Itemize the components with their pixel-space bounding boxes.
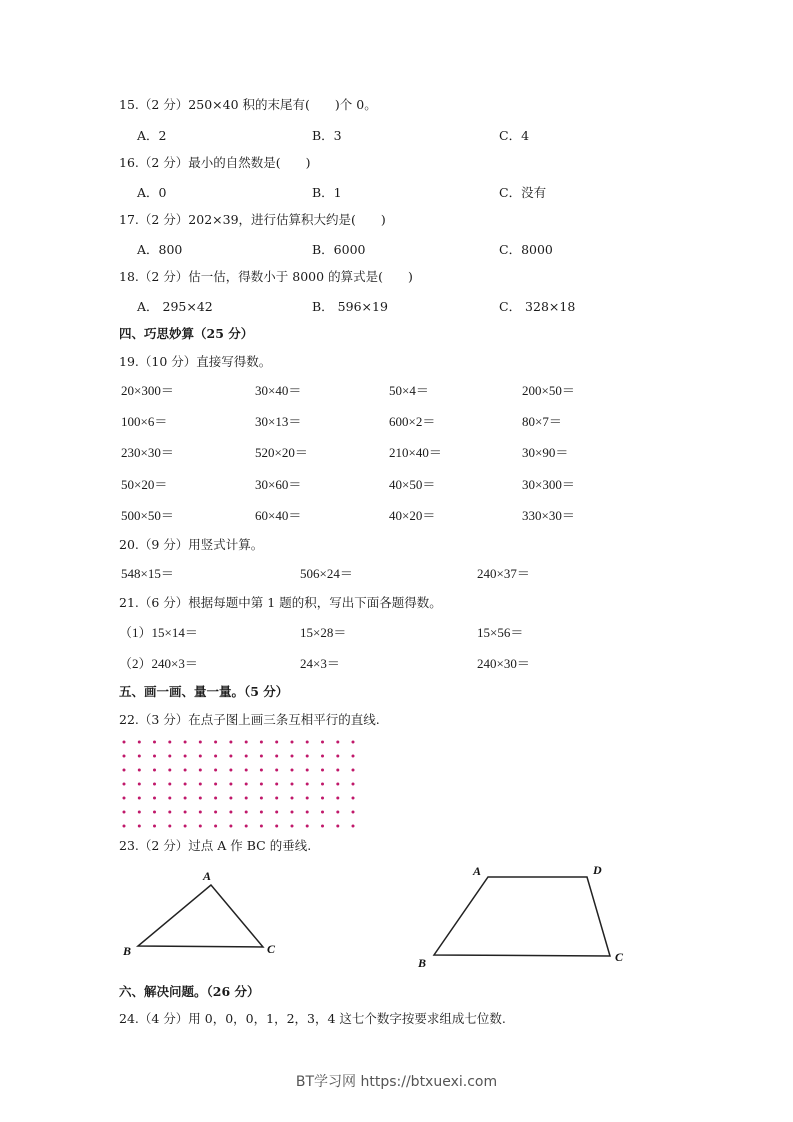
grid-dot xyxy=(168,741,171,744)
trapezoid-label-c: C xyxy=(615,950,624,964)
footer-watermark: BT学习网 https://btxuexi.com xyxy=(295,1074,498,1090)
grid-dot xyxy=(229,825,232,828)
question-15-option-b: B．3 xyxy=(312,128,342,143)
q19-expr: 30×90＝ xyxy=(522,445,569,460)
grid-dot xyxy=(229,797,232,800)
grid-dot xyxy=(184,811,187,814)
trapezoid-label-b: B xyxy=(418,956,427,970)
grid-dot xyxy=(153,741,156,744)
grid-dot xyxy=(321,811,324,814)
grid-dot xyxy=(260,741,263,744)
grid-dot xyxy=(352,825,355,828)
grid-dot xyxy=(352,783,355,786)
grid-dot xyxy=(123,769,126,772)
grid-dot xyxy=(214,755,217,758)
grid-dot xyxy=(306,797,309,800)
grid-dot xyxy=(260,783,263,786)
grid-dot xyxy=(306,769,309,772)
question-22-stem: 22.（3 分）在点子图上画三条互相平行的直线. xyxy=(119,712,380,727)
grid-dot xyxy=(336,825,339,828)
grid-dot xyxy=(138,783,141,786)
grid-dot xyxy=(214,825,217,828)
grid-dot xyxy=(199,755,202,758)
grid-dot xyxy=(199,797,202,800)
q19-expr: 600×2＝ xyxy=(389,414,436,429)
grid-dot xyxy=(336,797,339,800)
question-20-stem: 20.（9 分）用竖式计算。 xyxy=(119,537,264,552)
grid-dot xyxy=(291,825,294,828)
q19-expr: 100×6＝ xyxy=(121,414,168,429)
grid-dot xyxy=(153,769,156,772)
grid-dot xyxy=(214,783,217,786)
grid-dot xyxy=(229,755,232,758)
grid-dot xyxy=(229,769,232,772)
grid-dot xyxy=(291,811,294,814)
question-15-stem: 15.（2 分）250×40 积的末尾有( )个 0。 xyxy=(119,97,377,112)
grid-dot xyxy=(291,769,294,772)
section-4-title: 四、巧思妙算（25 分） xyxy=(119,326,254,341)
grid-dot xyxy=(306,741,309,744)
section-6-title: 六、解决问题。（26 分） xyxy=(119,984,260,999)
grid-dot xyxy=(184,797,187,800)
grid-dot xyxy=(245,825,248,828)
grid-dot xyxy=(275,797,278,800)
grid-dot xyxy=(291,797,294,800)
grid-dot xyxy=(352,797,355,800)
q21-expr: （2）240×3＝ xyxy=(119,656,198,671)
q19-expr: 30×40＝ xyxy=(255,383,302,398)
grid-dot xyxy=(138,741,141,744)
grid-dot xyxy=(123,741,126,744)
grid-dot xyxy=(306,755,309,758)
grid-dot xyxy=(199,783,202,786)
q19-expr: 230×30＝ xyxy=(121,445,174,460)
grid-dot xyxy=(138,825,141,828)
question-16-option-c: C．没有 xyxy=(499,185,547,200)
grid-dot xyxy=(260,797,263,800)
triangle-figure xyxy=(122,869,276,958)
grid-dot xyxy=(291,755,294,758)
grid-dot xyxy=(260,755,263,758)
q19-expr: 50×20＝ xyxy=(121,477,168,492)
question-15-option-c: C．4 xyxy=(499,128,530,143)
grid-dot xyxy=(336,741,339,744)
grid-dot xyxy=(260,825,263,828)
grid-dot xyxy=(306,811,309,814)
q21-expr: （1）15×14＝ xyxy=(119,625,198,640)
grid-dot xyxy=(168,755,171,758)
grid-dot xyxy=(245,783,248,786)
q21-expr: 15×28＝ xyxy=(300,625,347,640)
grid-dot xyxy=(184,783,187,786)
grid-dot xyxy=(229,741,232,744)
trapezoid-label-a: A xyxy=(473,864,482,878)
question-16-option-b: B．1 xyxy=(312,185,342,200)
grid-dot xyxy=(123,811,126,814)
q19-expr: 30×60＝ xyxy=(255,477,302,492)
grid-dot xyxy=(199,811,202,814)
q19-expr: 30×300＝ xyxy=(522,477,575,492)
grid-dot xyxy=(214,769,217,772)
grid-dot xyxy=(138,797,141,800)
grid-dot xyxy=(352,769,355,772)
grid-dot xyxy=(352,741,355,744)
q19-expr: 20×300＝ xyxy=(121,383,174,398)
question-17-option-b: B．6000 xyxy=(312,242,366,257)
q20-expr: 506×24＝ xyxy=(300,566,353,581)
question-17-stem: 17.（2 分）202×39，进行估算积大约是( ) xyxy=(119,212,386,227)
grid-dot xyxy=(184,741,187,744)
grid-dot xyxy=(275,811,278,814)
grid-dot xyxy=(352,755,355,758)
question-15-option-a: A．2 xyxy=(137,128,167,143)
question-18-stem: 18.（2 分）估一估，得数小于 8000 的算式是( ) xyxy=(119,269,413,284)
grid-dot xyxy=(245,755,248,758)
grid-dot xyxy=(168,783,171,786)
grid-dot xyxy=(291,741,294,744)
grid-dot xyxy=(336,769,339,772)
q19-expr: 30×13＝ xyxy=(255,414,302,429)
grid-dot xyxy=(123,783,126,786)
grid-dot xyxy=(138,755,141,758)
q19-expr: 200×50＝ xyxy=(522,383,575,398)
grid-dot xyxy=(184,755,187,758)
q19-expr: 40×50＝ xyxy=(389,477,436,492)
grid-dot xyxy=(153,825,156,828)
q19-expr: 500×50＝ xyxy=(121,508,174,523)
grid-dot xyxy=(229,811,232,814)
grid-dot xyxy=(275,755,278,758)
triangle-label-c: C xyxy=(267,942,276,956)
question-17-option-c: C．8000 xyxy=(499,242,553,257)
grid-dot xyxy=(214,741,217,744)
grid-dot xyxy=(336,811,339,814)
grid-dot xyxy=(184,769,187,772)
grid-dot xyxy=(352,811,355,814)
grid-dot xyxy=(199,825,202,828)
q19-expr: 50×4＝ xyxy=(389,383,429,398)
grid-dot xyxy=(321,769,324,772)
grid-dot xyxy=(153,783,156,786)
grid-dot xyxy=(123,755,126,758)
grid-dot xyxy=(321,783,324,786)
q19-expr: 330×30＝ xyxy=(522,508,575,523)
grid-dot xyxy=(138,769,141,772)
question-18-option-c: C． 328×18 xyxy=(499,299,576,314)
grid-dot xyxy=(275,825,278,828)
question-21-stem: 21.（6 分）根据每题中第 1 题的积，写出下面各题得数。 xyxy=(119,595,442,610)
grid-dot xyxy=(184,825,187,828)
trapezoid-figure xyxy=(417,863,624,970)
grid-dot xyxy=(336,755,339,758)
grid-dot xyxy=(321,755,324,758)
grid-dot xyxy=(168,769,171,772)
grid-dot xyxy=(153,811,156,814)
question-16-stem: 16.（2 分）最小的自然数是( ) xyxy=(119,155,311,170)
grid-dot xyxy=(306,783,309,786)
question-17-option-a: A．800 xyxy=(137,242,183,257)
triangle-label-a: A xyxy=(203,869,212,883)
grid-dot xyxy=(245,797,248,800)
grid-dot xyxy=(260,811,263,814)
q20-expr: 240×37＝ xyxy=(477,566,530,581)
grid-dot xyxy=(275,769,278,772)
grid-dot xyxy=(260,769,263,772)
grid-dot xyxy=(214,811,217,814)
q19-expr: 80×7＝ xyxy=(522,414,562,429)
grid-dot xyxy=(229,783,232,786)
question-16-option-a: A．0 xyxy=(137,185,167,200)
grid-dot xyxy=(153,755,156,758)
grid-dot xyxy=(199,769,202,772)
grid-dot xyxy=(168,811,171,814)
q20-expr: 548×15＝ xyxy=(121,566,174,581)
grid-dot xyxy=(245,811,248,814)
grid-dot xyxy=(321,797,324,800)
q21-expr: 15×56＝ xyxy=(477,625,524,640)
grid-dot xyxy=(275,783,278,786)
grid-dot xyxy=(321,825,324,828)
grid-dot xyxy=(199,741,202,744)
grid-dot xyxy=(168,825,171,828)
question-23-stem: 23.（2 分）过点 A 作 BC 的垂线. xyxy=(119,838,312,853)
grid-dot xyxy=(275,741,278,744)
grid-dot xyxy=(138,811,141,814)
grid-dot xyxy=(123,797,126,800)
q21-expr: 24×3＝ xyxy=(300,656,340,671)
grid-dot xyxy=(321,741,324,744)
q19-expr: 60×40＝ xyxy=(255,508,302,523)
grid-dot xyxy=(168,797,171,800)
grid-dot xyxy=(123,825,126,828)
triangle-label-b: B xyxy=(123,944,132,958)
dot-grid[interactable] xyxy=(123,741,355,828)
question-18-option-a: A． 295×42 xyxy=(137,299,213,314)
grid-dot xyxy=(214,797,217,800)
grid-dot xyxy=(291,783,294,786)
q19-expr: 210×40＝ xyxy=(389,445,442,460)
question-18-option-b: B． 596×19 xyxy=(312,299,388,314)
grid-dot xyxy=(245,769,248,772)
section-5-title: 五、画一画、量一量。（5 分） xyxy=(119,684,289,699)
trapezoid-label-d: D xyxy=(593,863,602,877)
q19-expr: 40×20＝ xyxy=(389,508,436,523)
q21-expr: 240×30＝ xyxy=(477,656,530,671)
question-24-stem: 24.（4 分）用 0，0，0，1，2，3，4 这七个数字按要求组成七位数. xyxy=(119,1011,506,1026)
grid-dot xyxy=(336,783,339,786)
q19-expr: 520×20＝ xyxy=(255,445,308,460)
grid-dot xyxy=(306,825,309,828)
question-19-stem: 19.（10 分）直接写得数。 xyxy=(119,354,272,369)
grid-dot xyxy=(245,741,248,744)
grid-dot xyxy=(153,797,156,800)
